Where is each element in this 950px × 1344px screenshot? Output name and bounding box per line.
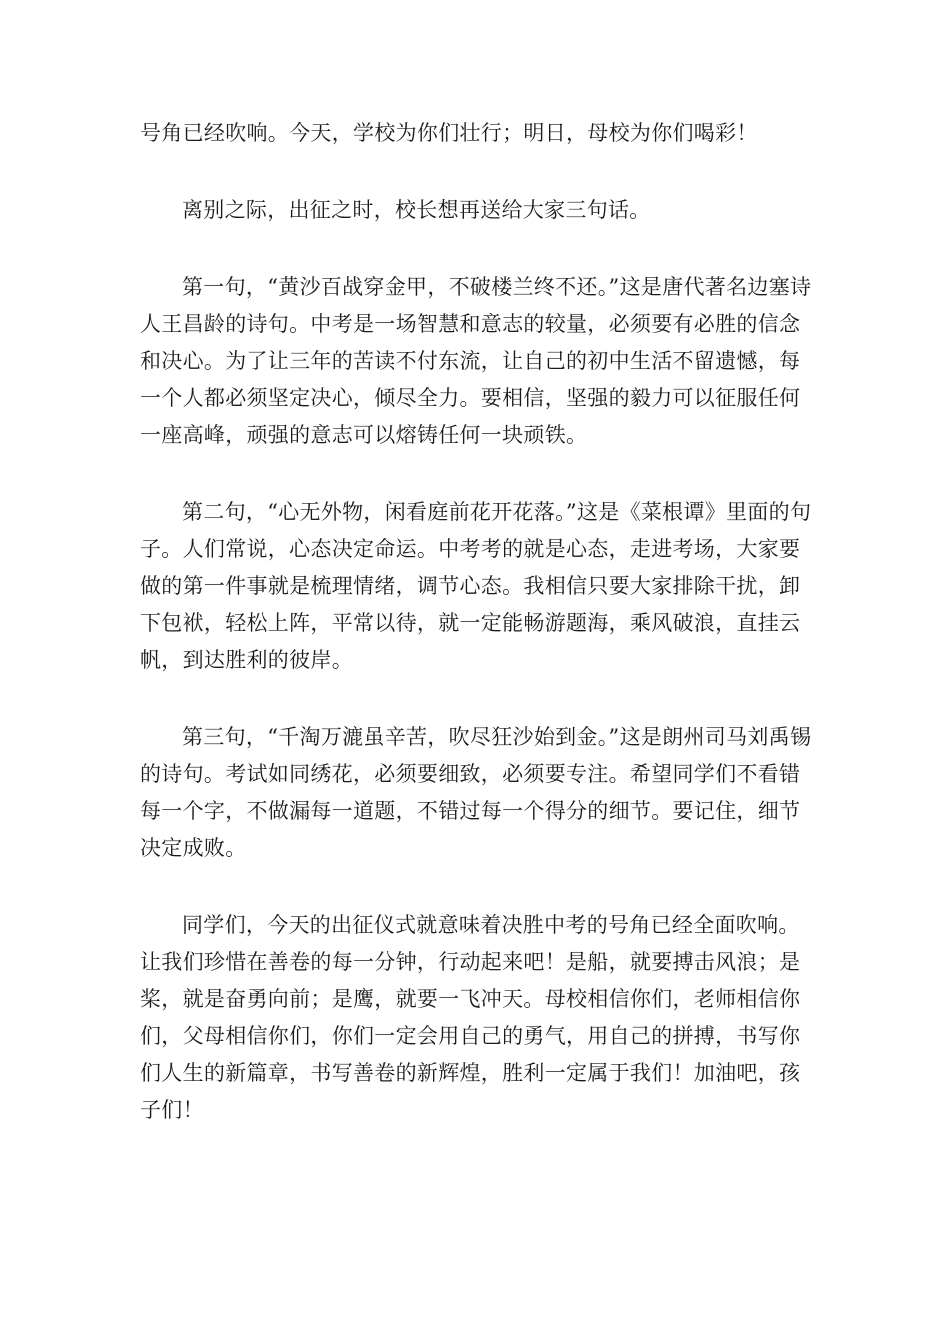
document-body — [140, 115, 816, 1169]
paragraph-continuation: 号角已经吹响。今天，学校为你们壮行；明日，母校为你们喝彩！ — [140, 121, 758, 145]
paragraph-closing: 同学们，今天的出征仪式就意味着决胜中考的号角已经全面吹响。让我们珍惜在善卷的每一分钟，行动起来吧！是船，就要搏击风浪；是桨，就是奋勇向前；是鹰，就要一飞冲天。母校相信你们，老师相信你们，父母相信你们，你们一定会用自己的勇气，用自己的拼搏，书写你们人生的新篇章，书写善卷的新辉煌，胜利一定属于我们！加油吧，孩子们！ — [140, 913, 801, 1122]
paragraph-intro: 离别之际，出征之时，校长想再送给大家三句话。 — [182, 198, 651, 222]
paragraph-first-quote: 第一句，“黄沙百战穿金甲，不破楼兰终不还。”这是唐代著名边塞诗人王昌龄的诗句。中考是一场智慧和意志的较量，必须要有必胜的信念和决心。为了让三年的苦读不付东流，让自己的初中生活不留遗憾，每一个人都必须坚定决心，倾尽全力。要相信，坚强的毅力可以征服任何一座高峰，顽强的意志可以熔铸任何一块顽铁。 — [140, 275, 812, 447]
paragraph-third-quote: 第三句，“千淘万漉虽辛苦，吹尽狂沙始到金。”这是朗州司马刘禹锡的诗句。考试如同绣花，必须要细致，必须要专注。希望同学们不看错每一个字，不做漏每一道题，不错过每一个得分的细节。要记住，细节决定成败。 — [140, 725, 812, 860]
paragraph-second-quote: 第二句，“心无外物，闲看庭前花开花落。”这是《菜根谭》里面的句子。人们常说，心态决定命运。中考考的就是心态，走进考场，大家要做的第一件事就是梳理情绪，调节心态。我相信只要大家排除干扰，卸下包袱，轻松上阵，平常以待，就一定能畅游题海，乘风破浪，直挂云帆，到达胜利的彼岸。 — [140, 500, 812, 672]
